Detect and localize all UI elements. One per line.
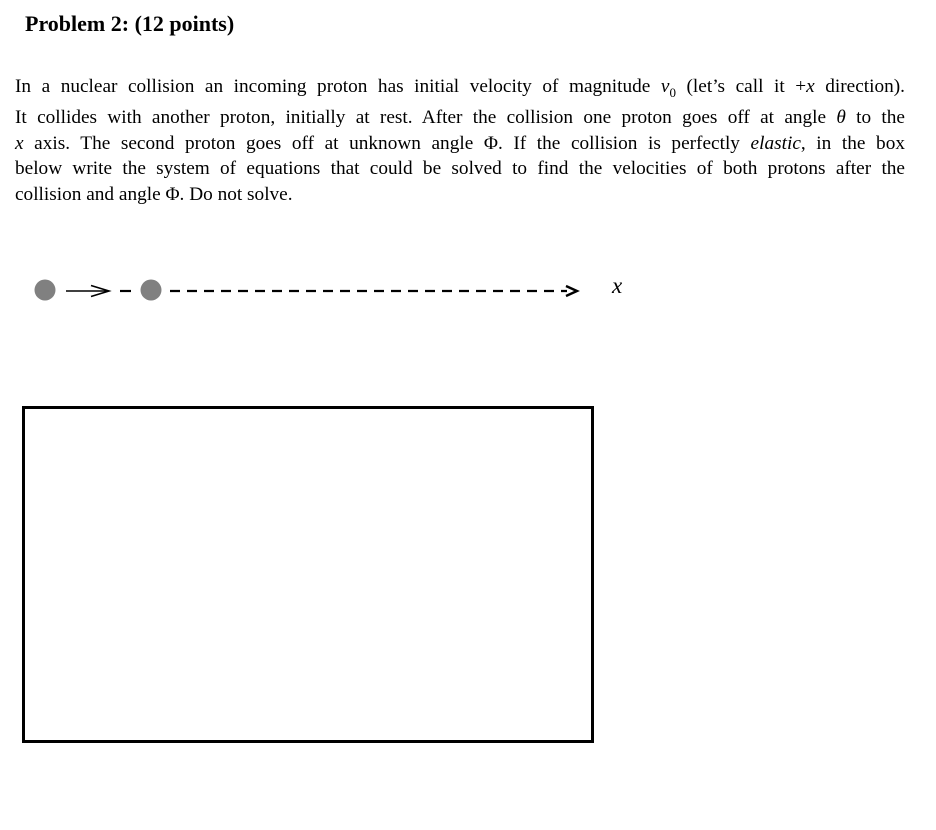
x-axis-label: x [612, 273, 623, 298]
target-proton [141, 280, 162, 301]
statement-text: It collides with another proton, initially at rest. After the collision one proton goes off at angle [15, 107, 837, 129]
velocity-arrow [66, 286, 109, 297]
x-symbol: x [806, 76, 815, 97]
statement-line-3 [15, 131, 905, 157]
statement-text: direction). [814, 76, 906, 97]
problem-statement [15, 74, 905, 207]
statement-line-4: below write the system of equations that could be solved to find the velocities of both protons after the [15, 158, 905, 180]
statement-line-1 [15, 74, 905, 105]
statement-text: , in the box [800, 132, 905, 154]
theta-symbol: θ [836, 107, 846, 129]
statement-line-2 [15, 105, 905, 131]
collision-diagram [0, 268, 700, 312]
statement-text: axis. The second proton goes off at unknown angle Φ. If the collision is perfectly [23, 132, 751, 154]
x-symbol: x [15, 132, 24, 154]
statement-text: (let’s call it + [675, 76, 807, 97]
velocity-symbol: v [660, 76, 670, 97]
statement-line-5: collision and angle Φ. Do not solve. [15, 183, 293, 205]
statement-text: to the [845, 107, 905, 129]
problem-title: Problem 2: (12 points) [25, 11, 235, 36]
elastic-emphasis: elastic [750, 132, 801, 154]
answer-box[interactable] [22, 406, 594, 743]
x-axis-arrowhead [566, 286, 577, 296]
velocity-subscript: 0 [669, 84, 676, 100]
incoming-proton [35, 280, 56, 301]
statement-text: In a nuclear collision an incoming proton has initial velocity of magnitude [15, 76, 661, 97]
